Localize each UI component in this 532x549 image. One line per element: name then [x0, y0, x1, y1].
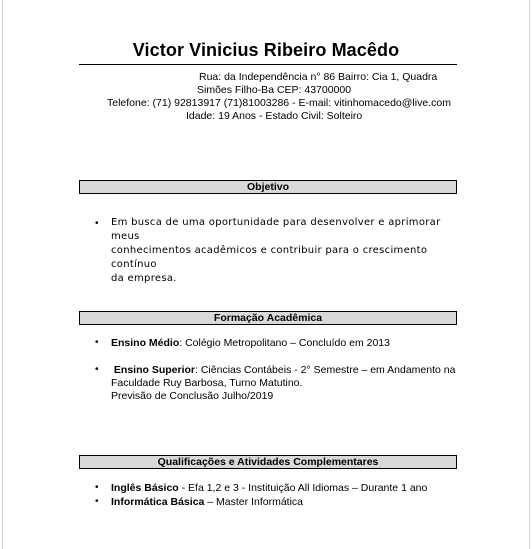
resume-page: [2, 0, 530, 549]
objetivo-line-1: Em busca de uma oportunidade para desenvolver e aprimorar meus: [111, 217, 441, 242]
informatica-label: Informática Básica: [111, 496, 205, 508]
header-divider: [79, 64, 457, 65]
objetivo-text: [111, 216, 461, 286]
section-objetivo-header: Objetivo: [79, 180, 457, 194]
objetivo-line-3: da empresa.: [111, 273, 177, 284]
list-item-informatica: [111, 496, 303, 509]
ensino-medio-text: : Colégio Metropolitano – Concluído em 2013: [179, 337, 390, 349]
ensino-superior-text: : Ciências Contábeis - 2° Semestre – em Andamento na: [195, 364, 456, 376]
bullet-icon: •: [95, 337, 99, 348]
ensino-superior-line-3: Previsão de Conclusão Julho/2019: [111, 390, 274, 402]
section-qualificacoes-header: Qualificações e Atividades Complementares: [79, 455, 457, 469]
list-item-ingles: [111, 482, 427, 495]
contact-line: Telefone: (71) 92813917 (71)81003286 - E-mail: vitinhomacedo@live.com: [107, 97, 451, 109]
ingles-text: - Efa 1,2 e 3 - Instituição All Idiomas – Durante 1 ano: [178, 482, 428, 494]
bullet-icon: •: [95, 482, 99, 493]
address-line-1: Rua: da Independência n° 86 Bairro: Cia 1, Quadra: [199, 71, 438, 83]
bullet-icon: •: [95, 364, 99, 375]
list-item-ensino-medio: [111, 337, 390, 350]
informatica-text: – Master Informática: [204, 496, 303, 508]
list-item-ensino-superior: [111, 364, 455, 403]
objetivo-line-2: conhecimentos acadêmicos e contribuir para o crescimento contínuo: [111, 245, 428, 270]
section-formacao-header: Formação Acadêmica: [79, 311, 457, 325]
personal-line: Idade: 19 Anos - Estado Civil: Solteiro: [186, 110, 363, 122]
ensino-superior-label: Ensino Superior: [113, 364, 196, 376]
candidate-name: Victor Vinicius Ribeiro Macêdo: [132, 40, 400, 60]
bullet-icon: •: [95, 496, 99, 507]
ensino-superior-line-2: Faculdade Ruy Barbosa, Turno Matutino.: [111, 377, 303, 389]
ingles-label: Inglês Básico: [111, 482, 179, 494]
ensino-medio-label: Ensino Médio: [111, 337, 180, 349]
address-line-2: Simões Filho-Ba CEP: 43700000: [197, 84, 352, 96]
bullet-icon: •: [95, 218, 99, 229]
